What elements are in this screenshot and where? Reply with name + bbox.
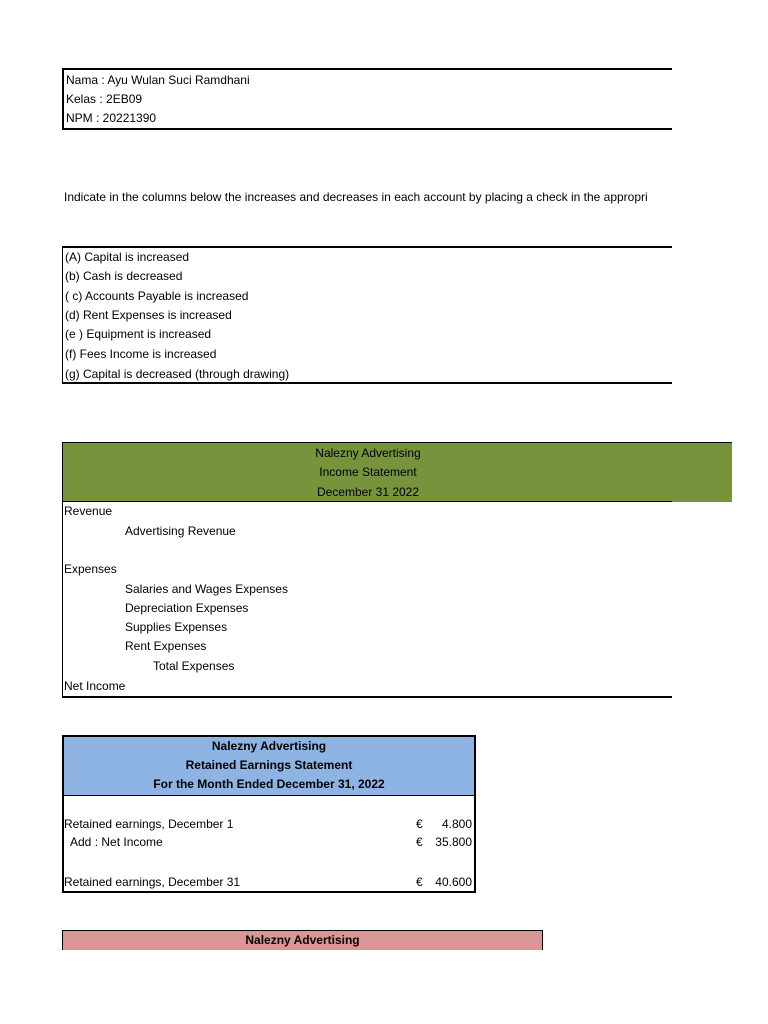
depreciation-expense-label: Depreciation Expenses: [125, 601, 249, 615]
student-npm: NPM : 20221390: [66, 111, 157, 125]
retained-earnings-period: For the Month Ended December 31, 2022: [153, 777, 385, 791]
student-name: Nama : Ayu Wulan Suci Ramdhani: [66, 73, 250, 87]
currency-symbol: €: [416, 835, 423, 849]
row-label: Retained earnings, December 1: [64, 817, 234, 831]
transaction-item: (e ) Equipment is increased: [65, 327, 212, 341]
income-statement-title: Income Statement: [319, 465, 417, 479]
income-statement-company: Nalezny Advertising: [315, 446, 421, 460]
advertising-revenue-label: Advertising Revenue: [125, 524, 236, 538]
income-statement-header: [62, 442, 732, 502]
currency-symbol: €: [416, 875, 423, 889]
expenses-label: Expenses: [64, 562, 117, 576]
retained-earnings-company: Nalezny Advertising: [211, 739, 327, 753]
salaries-expense-label: Salaries and Wages Expenses: [125, 582, 288, 596]
transaction-item: (A) Capital is increased: [65, 250, 190, 264]
transaction-list: [62, 246, 672, 384]
amount-value: 40.600: [435, 875, 472, 889]
transaction-item: (g) Capital is decreased (through drawing): [65, 367, 290, 381]
amount-value: 35.800: [435, 835, 472, 849]
transaction-item: (f) Fees Income is increased: [65, 347, 217, 361]
retained-earnings-row: [64, 815, 474, 834]
retained-earnings-row: [64, 873, 474, 892]
net-income-label: Net Income: [64, 679, 126, 693]
student-info-box: [62, 68, 672, 130]
retained-earnings-row: [64, 833, 474, 852]
transaction-item: ( c) Accounts Payable is increased: [65, 289, 249, 303]
row-label: Add : Net Income: [64, 835, 163, 849]
income-statement-date: December 31 2022: [316, 485, 420, 499]
retained-earnings-statement: [62, 735, 476, 893]
supplies-expense-label: Supplies Expenses: [125, 620, 228, 634]
rent-expense-label: Rent Expenses: [125, 639, 207, 653]
balance-sheet-header: Nalezny Advertising: [62, 930, 543, 950]
income-statement-body: [62, 502, 672, 698]
amount-value: 4.800: [441, 817, 472, 831]
total-expenses-label: Total Expenses: [153, 659, 235, 673]
currency-symbol: €: [416, 817, 423, 831]
retained-earnings-title: Retained Earnings Statement: [185, 758, 353, 772]
revenue-label: Revenue: [64, 504, 113, 518]
transaction-item: (d) Rent Expenses is increased: [65, 308, 232, 322]
transaction-item: (b) Cash is decreased: [65, 269, 183, 283]
row-label: Retained earnings, December 31: [64, 875, 241, 889]
instruction-text: Indicate in the columns below the increases and decreases in each account by placing a check in the appropri: [64, 190, 648, 204]
retained-earnings-header: [64, 737, 474, 796]
student-class: Kelas : 2EB09: [66, 92, 143, 106]
